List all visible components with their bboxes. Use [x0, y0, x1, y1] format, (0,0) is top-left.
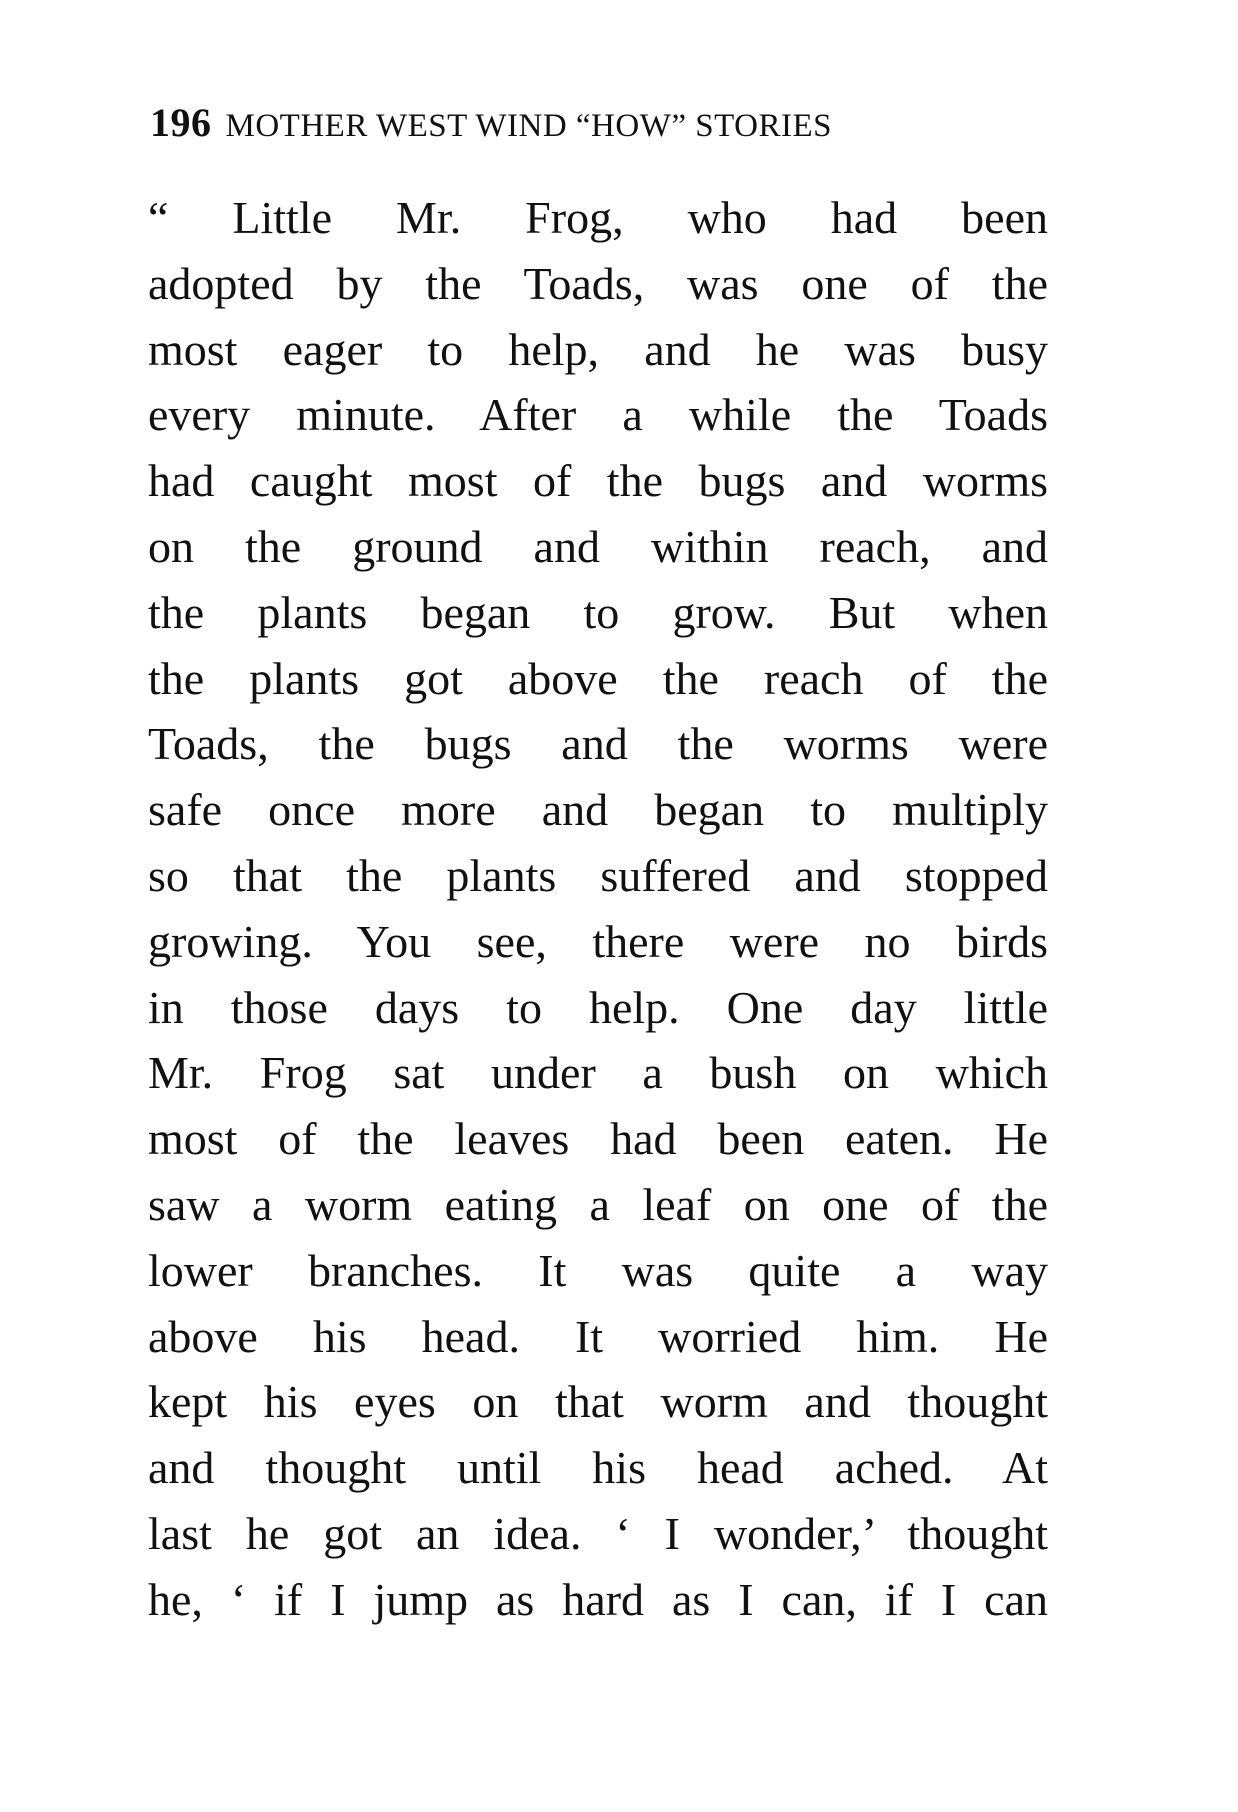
- text-line: the plants began to grow. But when: [148, 586, 1048, 638]
- text-line: on the ground and within reach, and: [148, 520, 1048, 572]
- text-line: every minute. After a while the Toads: [148, 389, 1048, 441]
- text-line: last he got an idea. ‘ I wonder,’ thought: [148, 1507, 1048, 1559]
- text-line: in those days to help. One day little: [148, 981, 1048, 1033]
- text-line: growing. You see, there were no birds: [148, 915, 1048, 967]
- text-line: most eager to help, and he was busy: [148, 323, 1048, 375]
- text-line: adopted by the Toads, was one of the: [148, 257, 1048, 309]
- text-line: saw a worm eating a leaf on one of the: [148, 1178, 1048, 1230]
- page-number: 196: [150, 100, 212, 145]
- running-head: [150, 98, 1040, 148]
- text-line: Toads, the bugs and the worms were: [148, 718, 1048, 770]
- text-line: safe once more and began to multiply: [148, 784, 1048, 836]
- text-line: so that the plants suffered and stopped: [148, 849, 1048, 901]
- text-line: and thought until his head ached. At: [148, 1442, 1048, 1494]
- text-line: lower branches. It was quite a way: [148, 1244, 1048, 1296]
- text-line: Mr. Frog sat under a bush on which: [148, 1047, 1048, 1099]
- text-line: the plants got above the reach of the: [148, 652, 1048, 704]
- text-line: most of the leaves had been eaten. He: [148, 1113, 1048, 1165]
- text-line: had caught most of the bugs and worms: [148, 455, 1048, 507]
- text-line: kept his eyes on that worm and thought: [148, 1376, 1048, 1428]
- text-line: he, ‘ if I jump as hard as I can, if I can: [148, 1573, 1048, 1625]
- text-line: “ Little Mr. Frog, who had been: [148, 192, 1048, 243]
- running-title: MOTHER WEST WIND “HOW” STORIES: [225, 108, 833, 144]
- body-text: [148, 185, 1048, 1633]
- text-line: above his head. It worried him. He: [148, 1310, 1048, 1362]
